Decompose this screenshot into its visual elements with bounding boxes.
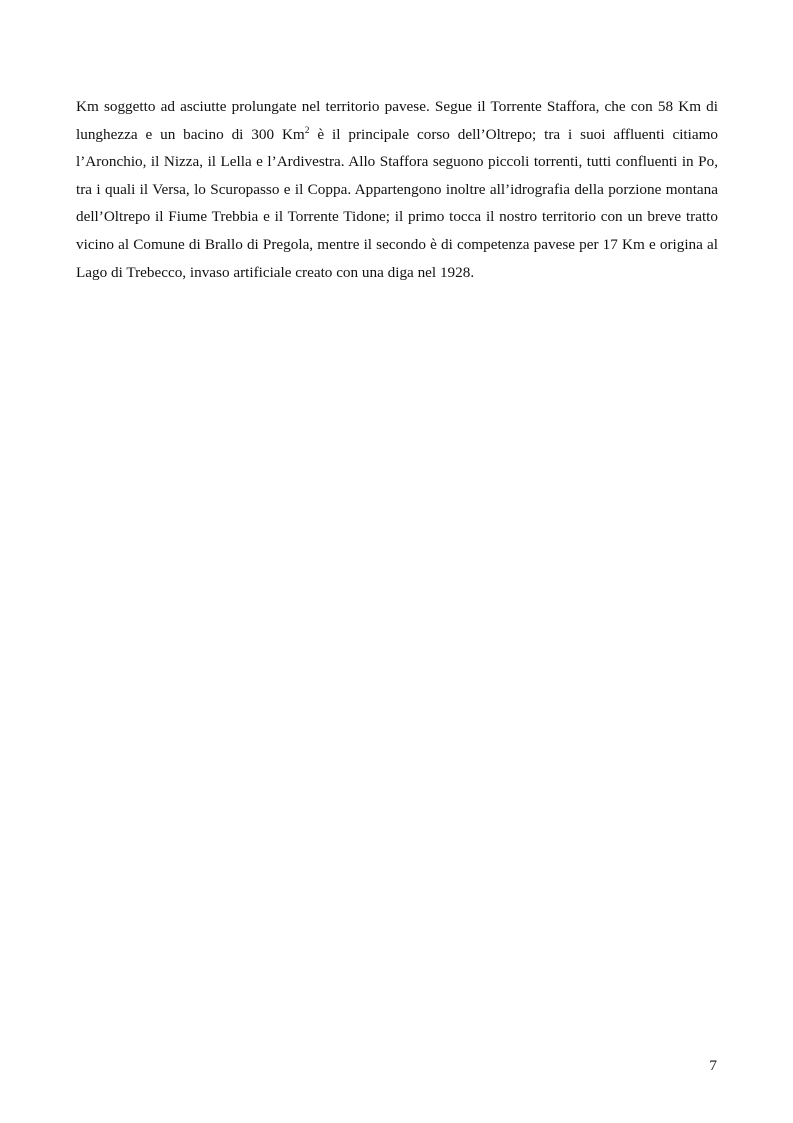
body-paragraph [76,93,718,286]
paragraph-text-start: Km soggetto ad asciutte prolungate nel territorio pavese. Segue il Torrente Staffora, che con 58 Km di lunghezza e un bacino di 300 Km [76,98,718,143]
page-number: 7 [709,1057,717,1074]
paragraph-text-end: è il principale corso dell’Oltrepo; tra i suoi affluenti citiamo l’Aronchio, il Nizza, il Lella e l’Ardivestra. Allo Staffora seguono piccoli torrenti, tutti confluenti in Po, tra i quali il Versa, lo Scuropasso e il Coppa. Appartengono inoltre all’idrografia della porzione montana dell’Oltrepo il Fiume Trebbia e il Torrente Tidone; il primo tocca il nostro territorio con un breve tratto vicino al Comune di Brallo di Pregola, mentre il secondo è di competenza pavese per 17 Km e origina al Lago di Trebecco, invaso artificiale creato con una diga nel 1928. [76,125,718,281]
area-unit-superscript: 2 [304,125,310,136]
